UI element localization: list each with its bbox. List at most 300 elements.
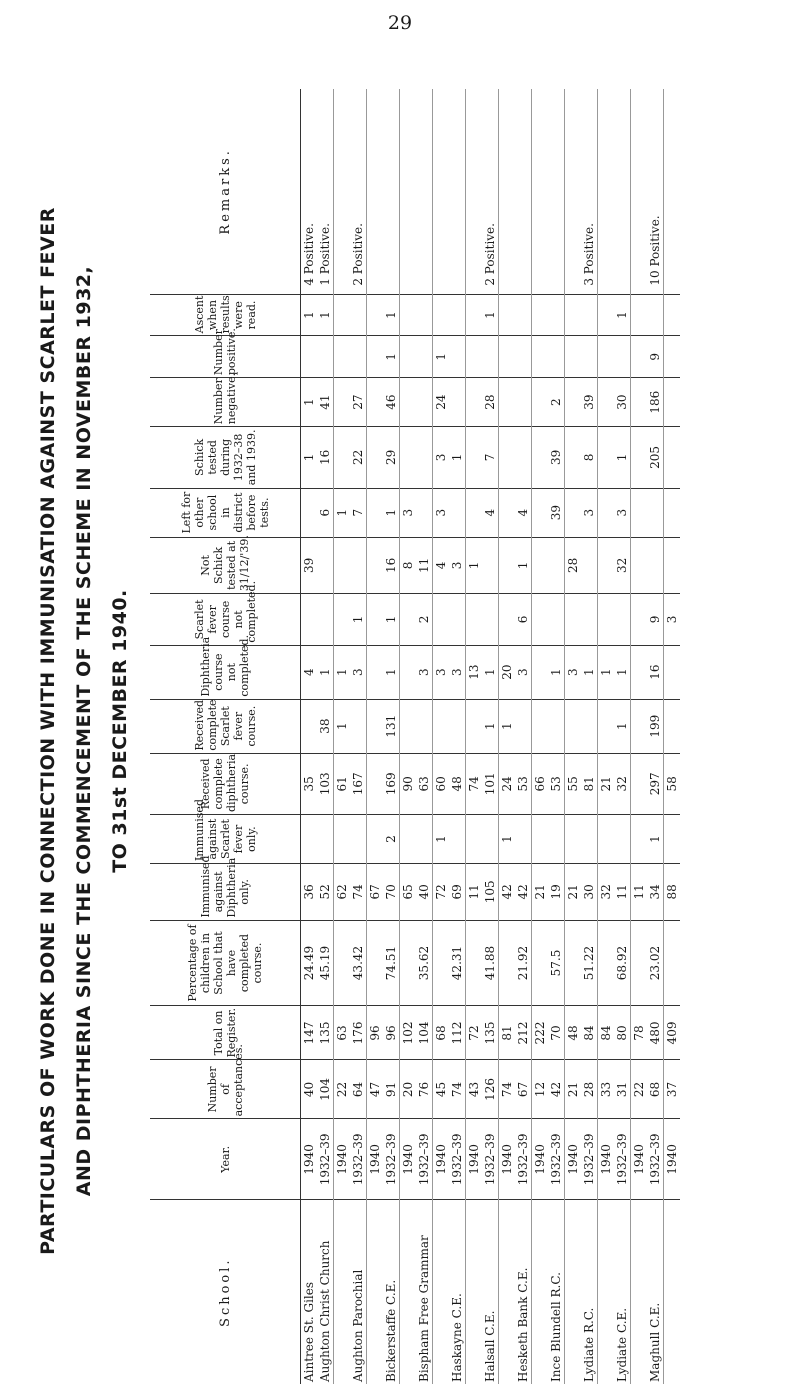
cell-diph-only: 21	[565, 864, 582, 920]
col-header-absent: Ascent when results were read.	[150, 294, 301, 336]
cell-diph-incomplete: 1	[581, 645, 598, 699]
cell-positive	[317, 336, 334, 378]
cell-percentage: 24.49	[301, 920, 318, 1006]
cell-acceptances: 91	[383, 1060, 400, 1119]
cell-scarlet-complete	[565, 699, 582, 753]
cell-scarlet-complete: 1	[482, 699, 499, 753]
cell-diph-only: 70	[383, 864, 400, 920]
cell-remarks	[664, 89, 681, 294]
cell-acceptances: 43	[466, 1060, 483, 1119]
title-line-3: TO 31st DECEMBER 1940.	[109, 589, 131, 873]
cell-register: 147	[301, 1006, 318, 1060]
cell-left-school: 3	[433, 488, 450, 537]
cell-register: 112	[449, 1006, 466, 1060]
cell-diph-incomplete: 20	[499, 645, 516, 699]
cell-acceptances: 67	[515, 1060, 532, 1119]
cell-year: 1940	[631, 1119, 648, 1200]
cell-school	[598, 1200, 615, 1384]
cell-register: 80	[614, 1006, 631, 1060]
cell-scarlet-only	[664, 815, 681, 864]
cell-not-schick	[317, 537, 334, 593]
cell-percentage: 43.42	[350, 920, 367, 1006]
cell-left-school: 4	[482, 488, 499, 537]
cell-scarlet-incomplete	[532, 594, 549, 646]
cell-scarlet-complete	[598, 699, 615, 753]
cell-diph-only: 19	[548, 864, 565, 920]
cell-not-schick	[334, 537, 351, 593]
col-header-diph-complete: Received complete diphtheria course.	[150, 753, 301, 814]
cell-diph-only: 42	[499, 864, 516, 920]
cell-scarlet-incomplete	[466, 594, 483, 646]
cell-remarks	[367, 89, 384, 294]
cell-positive	[598, 336, 615, 378]
cell-register: 104	[416, 1006, 433, 1060]
cell-register: 96	[367, 1006, 384, 1060]
cell-absent	[598, 294, 615, 336]
cell-scarlet-incomplete: 3	[664, 594, 681, 646]
cell-scarlet-incomplete	[548, 594, 565, 646]
cell-positive	[581, 336, 598, 378]
cell-absent	[532, 294, 549, 336]
cell-not-schick: 3	[449, 537, 466, 593]
cell-diph-complete: 58	[664, 753, 681, 814]
cell-not-schick	[598, 537, 615, 593]
cell-diph-only: 74	[350, 864, 367, 920]
cell-year: 1932–39	[647, 1119, 664, 1200]
table-row	[449, 89, 466, 1384]
col-header-acceptances: Number of acceptances.	[150, 1060, 301, 1119]
cell-remarks: 1 Positive.	[317, 89, 334, 294]
cell-year: 1940	[466, 1119, 483, 1200]
cell-not-schick: 1	[515, 537, 532, 593]
cell-diph-complete: 24	[499, 753, 516, 814]
cell-positive	[400, 336, 417, 378]
cell-absent	[515, 294, 532, 336]
col-header-diph-incomplete: Diphtheria course not completed.	[150, 645, 301, 699]
cell-diph-complete: 101	[482, 753, 499, 814]
cell-year: 1932–39	[416, 1119, 433, 1200]
cell-school: Aintree St. Giles	[302, 1281, 316, 1382]
table-row	[532, 89, 549, 1384]
cell-positive: 9	[647, 336, 664, 378]
cell-diph-only: 69	[449, 864, 466, 920]
cell-school	[433, 1200, 450, 1384]
cell-remarks	[614, 89, 631, 294]
cell-scarlet-only	[301, 815, 318, 864]
cell-diph-only: 30	[581, 864, 598, 920]
cell-negative: 30	[614, 378, 631, 427]
cell-remarks: 3 Positive.	[581, 89, 598, 294]
cell-acceptances: 21	[565, 1060, 582, 1119]
cell-positive: 1	[383, 336, 400, 378]
cell-diph-complete: 21	[598, 753, 615, 814]
cell-scarlet-incomplete	[581, 594, 598, 646]
cell-register: 63	[334, 1006, 351, 1060]
cell-percentage	[400, 920, 417, 1006]
cell-schick-tested: 1	[449, 427, 466, 488]
cell-left-school: 4	[515, 488, 532, 537]
cell-diph-only: 11	[614, 864, 631, 920]
cell-not-schick	[482, 537, 499, 593]
table-row	[317, 89, 334, 1384]
cell-schick-tested	[334, 427, 351, 488]
cell-schick-tested: 3	[433, 427, 450, 488]
cell-year: 1932–39	[515, 1119, 532, 1200]
cell-left-school	[466, 488, 483, 537]
title-line-1: PARTICULARS OF WORK DONE IN CONNECTION WITH IMMUNISATION AGAINST SCARLET FEVER	[37, 207, 59, 1255]
cell-not-schick: 8	[400, 537, 417, 593]
cell-acceptances: 40	[301, 1060, 318, 1119]
cell-schick-tested	[664, 427, 681, 488]
cell-not-schick	[532, 537, 549, 593]
cell-positive	[614, 336, 631, 378]
cell-scarlet-incomplete	[565, 594, 582, 646]
cell-negative: 39	[581, 378, 598, 427]
cell-absent	[350, 294, 367, 336]
cell-year: 1940	[367, 1119, 384, 1200]
cell-negative	[367, 378, 384, 427]
cell-scarlet-complete	[449, 699, 466, 753]
cell-diph-complete: 61	[334, 753, 351, 814]
cell-absent	[416, 294, 433, 336]
cell-diph-incomplete	[400, 645, 417, 699]
cell-schick-tested: 39	[548, 427, 565, 488]
cell-percentage: 51.22	[581, 920, 598, 1006]
cell-remarks: 2 Positive.	[482, 89, 499, 294]
cell-diph-complete: 297	[647, 753, 664, 814]
cell-negative	[515, 378, 532, 427]
cell-acceptances: 47	[367, 1060, 384, 1119]
cell-school: Lydiate C.E.	[614, 1200, 631, 1384]
cell-acceptances: 74	[499, 1060, 516, 1119]
cell-diph-only: 88	[664, 864, 681, 920]
cell-acceptances: 12	[532, 1060, 549, 1119]
cell-acceptances: 31	[614, 1060, 631, 1119]
cell-scarlet-only	[466, 815, 483, 864]
cell-remarks	[466, 89, 483, 294]
cell-diph-incomplete: 1	[598, 645, 615, 699]
cell-diph-complete	[367, 753, 384, 814]
cell-negative	[449, 378, 466, 427]
cell-negative: 2	[548, 378, 565, 427]
cell-not-schick: 28	[565, 537, 582, 593]
cell-not-schick: 39	[301, 537, 318, 593]
cell-year: 1940	[598, 1119, 615, 1200]
cell-negative: 24	[433, 378, 450, 427]
cell-left-school: 3	[614, 488, 631, 537]
cell-diph-complete: 169	[383, 753, 400, 814]
cell-not-schick: 32	[614, 537, 631, 593]
cell-negative: 46	[383, 378, 400, 427]
cell-absent: 1	[482, 294, 499, 336]
cell-scarlet-complete	[301, 699, 318, 753]
cell-diph-only: 72	[433, 864, 450, 920]
cell-left-school	[367, 488, 384, 537]
cell-diph-incomplete: 1	[383, 645, 400, 699]
cell-diph-only: 65	[400, 864, 417, 920]
cell-left-school: 6	[317, 488, 334, 537]
cell-percentage	[433, 920, 450, 1006]
cell-diph-incomplete: 1	[317, 645, 334, 699]
cell-percentage: 45.19	[317, 920, 334, 1006]
cell-left-school: 7	[350, 488, 367, 537]
cell-scarlet-incomplete	[482, 594, 499, 646]
cell-diph-complete: 60	[433, 753, 450, 814]
cell-absent	[499, 294, 516, 336]
cell-diph-incomplete: 3	[515, 645, 532, 699]
cell-year: 1940	[499, 1119, 516, 1200]
cell-school: Hesketh Bank C.E.	[515, 1200, 532, 1384]
cell-scarlet-only	[416, 815, 433, 864]
cell-diph-incomplete: 13	[466, 645, 483, 699]
cell-acceptances: 22	[334, 1060, 351, 1119]
cell-diph-complete: 63	[416, 753, 433, 814]
cell-remarks	[383, 89, 400, 294]
cell-percentage: 21.92	[515, 920, 532, 1006]
col-header-school: School.	[150, 1200, 301, 1384]
cell-diph-incomplete: 3	[416, 645, 433, 699]
cell-percentage	[631, 920, 648, 1006]
table-row	[614, 89, 631, 1384]
cell-scarlet-complete	[416, 699, 433, 753]
cell-scarlet-only: 1	[499, 815, 516, 864]
cell-year: 1940	[334, 1119, 351, 1200]
cell-diph-complete: 55	[565, 753, 582, 814]
cell-diph-complete: 53	[515, 753, 532, 814]
cell-school	[367, 1200, 384, 1384]
cell-absent	[647, 294, 664, 336]
cell-diph-only: 34	[647, 864, 664, 920]
cell-left-school: 3	[400, 488, 417, 537]
cell-percentage	[664, 920, 681, 1006]
col-header-left-school: Left for other school in district before tests.	[150, 488, 301, 537]
cell-scarlet-incomplete	[367, 594, 384, 646]
cell-positive	[631, 336, 648, 378]
cell-positive	[499, 336, 516, 378]
cell-positive	[367, 336, 384, 378]
cell-scarlet-only: 2	[383, 815, 400, 864]
cell-scarlet-only	[598, 815, 615, 864]
cell-absent: 1	[317, 294, 334, 336]
cell-schick-tested: 205	[647, 427, 664, 488]
cell-negative: 1	[301, 378, 318, 427]
cell-year: 1932–39	[317, 1119, 334, 1200]
cell-remarks: 10 Positive.	[647, 89, 664, 294]
cell-scarlet-complete	[367, 699, 384, 753]
table-row	[466, 89, 483, 1384]
cell-diph-only: 62	[334, 864, 351, 920]
cell-percentage	[466, 920, 483, 1006]
cell-percentage	[598, 920, 615, 1006]
cell-schick-tested	[515, 427, 532, 488]
cell-not-schick: 1	[466, 537, 483, 593]
col-header-schick-tested: Schick tested during 1932–38 and 1939.	[150, 427, 301, 488]
cell-absent: 1	[383, 294, 400, 336]
cell-negative	[598, 378, 615, 427]
cell-scarlet-incomplete: 9	[647, 594, 664, 646]
cell-diph-incomplete: 1	[482, 645, 499, 699]
cell-left-school: 1	[383, 488, 400, 537]
cell-scarlet-incomplete	[499, 594, 516, 646]
table-row	[416, 89, 433, 1384]
cell-remarks	[532, 89, 549, 294]
cell-register: 96	[383, 1006, 400, 1060]
cell-schick-tested	[565, 427, 582, 488]
cell-percentage	[532, 920, 549, 1006]
table-row	[383, 89, 400, 1384]
cell-acceptances: 104	[317, 1060, 334, 1119]
cell-schick-tested: 1	[614, 427, 631, 488]
col-header-not-schick: Not Schick tested at 31/12/'39.	[150, 537, 301, 593]
cell-register: 135	[317, 1006, 334, 1060]
cell-diph-complete: 81	[581, 753, 598, 814]
cell-not-schick	[647, 537, 664, 593]
cell-absent	[334, 294, 351, 336]
cell-scarlet-complete: 1	[614, 699, 631, 753]
cell-percentage	[334, 920, 351, 1006]
cell-scarlet-incomplete	[433, 594, 450, 646]
cell-diph-incomplete	[664, 645, 681, 699]
cell-left-school	[565, 488, 582, 537]
cell-scarlet-only	[581, 815, 598, 864]
cell-diph-only: 11	[631, 864, 648, 920]
cell-remarks	[499, 89, 516, 294]
cell-positive	[515, 336, 532, 378]
cell-acceptances: 126	[482, 1060, 499, 1119]
cell-schick-tested: 16	[317, 427, 334, 488]
cell-absent	[400, 294, 417, 336]
table-row	[565, 89, 582, 1384]
cell-left-school: 1	[334, 488, 351, 537]
cell-negative	[334, 378, 351, 427]
cell-schick-tested	[416, 427, 433, 488]
cell-remarks	[400, 89, 417, 294]
cell-register: 135	[482, 1006, 499, 1060]
cell-diph-only: 21	[532, 864, 549, 920]
cell-negative: 186	[647, 378, 664, 427]
table-row	[301, 89, 318, 1384]
cell-absent	[449, 294, 466, 336]
cell-positive	[466, 336, 483, 378]
cell-remarks	[565, 89, 582, 294]
cell-diph-only: 36	[301, 864, 318, 920]
cell-not-schick	[499, 537, 516, 593]
table-row	[499, 89, 516, 1384]
col-header-diph-only: Immunised against Diphtheria only.	[150, 864, 301, 920]
cell-scarlet-incomplete	[598, 594, 615, 646]
col-header-scarlet-complete: Received complete Scarlet fever course.	[150, 699, 301, 753]
cell-scarlet-only	[614, 815, 631, 864]
cell-school: Maghull C.E.	[647, 1200, 664, 1384]
cell-school: Bickerstaffe C.E.	[383, 1200, 400, 1384]
table-row	[482, 89, 499, 1384]
cell-register: 81	[499, 1006, 516, 1060]
cell-scarlet-complete	[664, 699, 681, 753]
cell-acceptances: 74	[449, 1060, 466, 1119]
cell-schick-tested: 7	[482, 427, 499, 488]
cell-positive	[664, 336, 681, 378]
cell-register: 84	[581, 1006, 598, 1060]
cell-school	[466, 1200, 483, 1384]
cell-diph-incomplete: 3	[350, 645, 367, 699]
cell-diph-incomplete: 3	[449, 645, 466, 699]
cell-schick-tested	[598, 427, 615, 488]
cell-scarlet-only	[334, 815, 351, 864]
cell-diph-incomplete: 4	[301, 645, 318, 699]
cell-diph-incomplete	[532, 645, 549, 699]
cell-register: 68	[433, 1006, 450, 1060]
cell-scarlet-complete: 38	[317, 699, 334, 753]
cell-left-school	[598, 488, 615, 537]
cell-remarks	[334, 89, 351, 294]
cell-scarlet-incomplete	[631, 594, 648, 646]
col-header-scarlet-only: Immunised against Scarlet fever only.	[150, 815, 301, 864]
table-row	[631, 89, 648, 1384]
cell-school: Aughton Christ Church	[317, 1200, 334, 1384]
cell-diph-complete: 167	[350, 753, 367, 814]
cell-scarlet-incomplete	[301, 594, 318, 646]
cell-left-school	[647, 488, 664, 537]
cell-year: 1932–39	[383, 1119, 400, 1200]
table-row	[400, 89, 417, 1384]
cell-absent: 1	[614, 294, 631, 336]
cell-left-school	[499, 488, 516, 537]
col-header-scarlet-incomplete: Scarlet fever course not completed.	[150, 594, 301, 646]
cell-negative: 28	[482, 378, 499, 427]
cell-year: 1932–39	[581, 1119, 598, 1200]
cell-school	[532, 1200, 549, 1384]
cell-percentage: 42.31	[449, 920, 466, 1006]
cell-positive	[416, 336, 433, 378]
cell-year: 1932–39	[548, 1119, 565, 1200]
cell-acceptances: 68	[647, 1060, 664, 1119]
cell-not-schick	[664, 537, 681, 593]
cell-absent	[433, 294, 450, 336]
cell-absent	[664, 294, 681, 336]
cell-diph-incomplete	[367, 645, 384, 699]
cell-negative: 27	[350, 378, 367, 427]
cell-not-schick	[581, 537, 598, 593]
cell-diph-only: 52	[317, 864, 334, 920]
cell-scarlet-incomplete	[614, 594, 631, 646]
cell-diph-incomplete: 3	[433, 645, 450, 699]
cell-diph-incomplete	[631, 645, 648, 699]
cell-scarlet-complete	[433, 699, 450, 753]
cell-scarlet-complete	[532, 699, 549, 753]
cell-acceptances: 37	[664, 1060, 681, 1119]
cell-year: 1932–39	[449, 1119, 466, 1200]
cell-school: Halsall C.E.	[482, 1200, 499, 1384]
cell-diph-only: 40	[416, 864, 433, 920]
cell-scarlet-complete: 199	[647, 699, 664, 753]
cell-register: 212	[515, 1006, 532, 1060]
cell-scarlet-complete: 1	[499, 699, 516, 753]
cell-year: 1932–39	[350, 1119, 367, 1200]
cell-acceptances: 76	[416, 1060, 433, 1119]
cell-scarlet-incomplete	[317, 594, 334, 646]
cell-absent	[548, 294, 565, 336]
cell-positive	[334, 336, 351, 378]
cell-remarks	[433, 89, 450, 294]
table-row	[647, 89, 664, 1384]
cell-scarlet-only	[367, 815, 384, 864]
cell-scarlet-only	[400, 815, 417, 864]
cell-absent	[581, 294, 598, 336]
cell-negative	[532, 378, 549, 427]
cell-percentage	[499, 920, 516, 1006]
cell-not-schick	[548, 537, 565, 593]
cell-left-school: 3	[581, 488, 598, 537]
